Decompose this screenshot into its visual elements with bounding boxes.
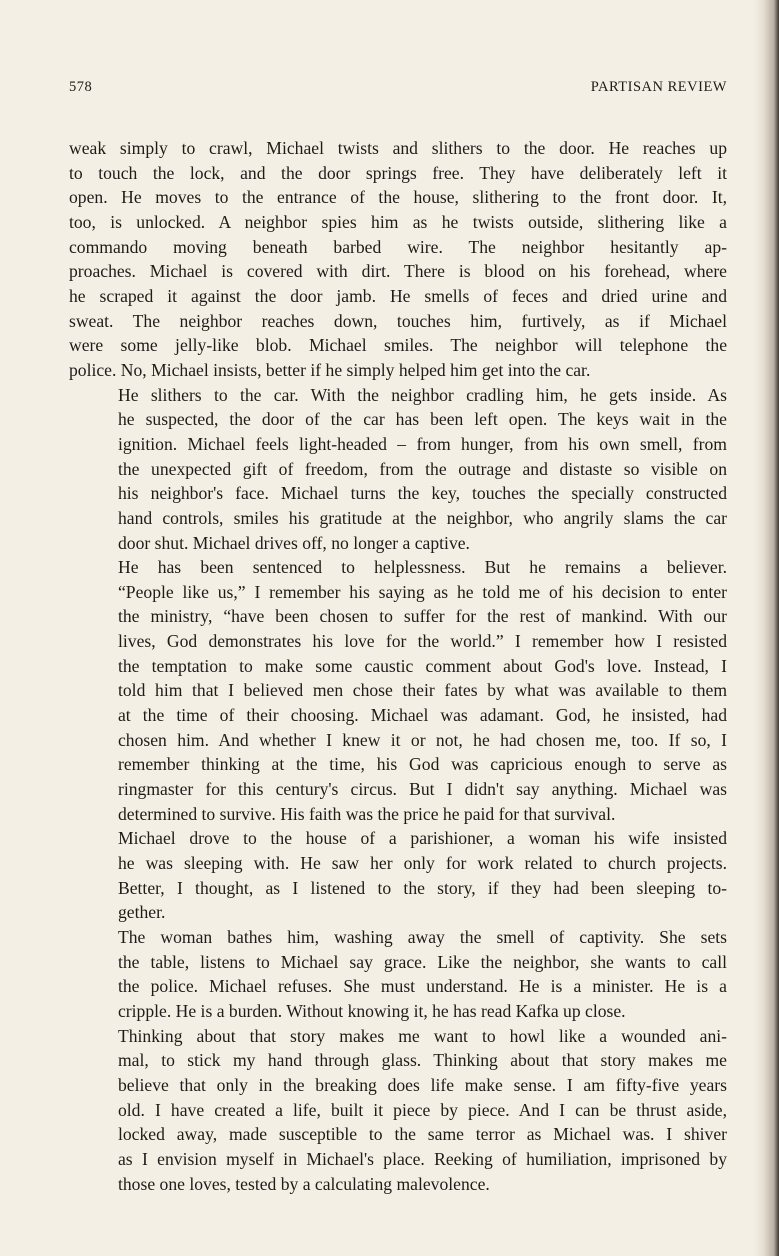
text-line: hand controls, smiles his gratitude at the neighbor, who angrily slams the car [118,507,727,528]
text-line: lives, God demonstrates his love for the world.” I remember how I resisted [118,631,727,652]
text-line: mal, to stick my hand through glass. Thinking about that story makes me [118,1050,727,1071]
text-line: told him that I believed men chose their fates by what was available to them [118,680,727,701]
text-line: believe that only in the breaking does life make sense. I am fifty-five years [118,1074,727,1095]
text-line: commando moving beneath barbed wire. The neighbor hesitantly ap- [69,236,727,257]
text-line: sweat. The neighbor reaches down, touches him, furtively, as if Michael [69,310,727,331]
text-line: at the time of their choosing. Michael was adamant. God, he insisted, had [118,705,727,726]
text-line: the ministry, “have been chosen to suffer for the rest of mankind. With our [118,606,727,627]
running-header [69,79,727,96]
paragraph [69,383,727,556]
text-line: his neighbor's face. Michael turns the key, touches the specially constructed [118,483,727,504]
text-line: The woman bathes him, washing away the smell of captivity. She sets [118,927,727,947]
paragraph [69,555,727,826]
text-line: Michael drove to the house of a parishioner, a woman his wife insisted [118,828,727,849]
text-line: police. No, Michael insists, better if he simply helped him get into the car. [69,359,591,380]
text-line: ignition. Michael feels light-headed – from hunger, from his own smell, from [118,433,727,454]
text-line: to touch the lock, and the door springs free. They have deliberately left it [69,162,727,183]
text-line: “People like us,” I remember his saying as he told me of his decision to enter [118,581,727,602]
body-text [69,136,727,1196]
paragraph [69,925,727,1024]
text-line: weak simply to crawl, Michael twists and slithers to the door. He reaches up [69,138,727,158]
text-line: determined to survive. His faith was the price he paid for that survival. [118,803,616,824]
text-line: open. He moves to the entrance of the house, slithering to the front door. It, [69,187,727,208]
text-line: Thinking about that story makes me want to howl like a wounded ani- [118,1025,727,1046]
journal-title: PARTISAN REVIEW [590,79,727,95]
text-line: he suspected, the door of the car has been left open. The keys wait in the [118,409,727,430]
text-line: as I envision myself in Michael's place. Reeking of humiliation, imprisoned by [118,1148,727,1169]
text-line: were some jelly-like blob. Michael smiles. The neighbor will telephone the [69,335,727,356]
paragraph [69,136,727,383]
text-line: He has been sentenced to helplessness. But he remains a believer. [118,557,727,578]
text-line: ringmaster for this century's circus. But I didn't say anything. Michael was [118,779,727,800]
text-line: locked away, made susceptible to the same terror as Michael was. I shiver [118,1124,727,1145]
text-line: remember thinking at the time, his God was capricious enough to serve as [118,754,727,775]
text-line: he was sleeping with. He saw her only for work related to church projects. [118,853,727,874]
paragraph [69,1024,727,1197]
text-line: proaches. Michael is covered with dirt. There is blood on his forehead, where [69,261,727,282]
text-line: he scraped it against the door jamb. He smells of feces and dried urine and [69,285,727,306]
text-line: the table, listens to Michael say grace. Like the neighbor, she wants to call [118,951,727,972]
text-line: the police. Michael refuses. She must understand. He is a minister. He is a [118,976,727,997]
text-line: gether. [118,902,166,923]
text-line: cripple. He is a burden. Without knowing it, he has read Kafka up close. [118,1000,626,1021]
text-line: the unexpected gift of freedom, from the outrage and distaste so visible on [118,458,727,479]
text-line: door shut. Michael drives off, no longer a captive. [118,532,470,553]
text-line: chosen him. And whether I knew it or not, he had chosen me, too. If so, I [118,729,727,750]
page-number: 578 [69,79,93,95]
page-edge-shadow [753,0,779,1256]
paragraph [69,826,727,925]
text-line: too, is unlocked. A neighbor spies him as he twists outside, slithering like a [69,211,727,232]
text-line: those one loves, tested by a calculating malevolence. [118,1173,490,1194]
text-line: Better, I thought, as I listened to the story, if they had been sleeping to- [118,877,727,898]
text-line: old. I have created a life, built it piece by piece. And I can be thrust aside, [118,1099,727,1120]
text-line: the temptation to make some caustic comment about God's love. Instead, I [118,655,727,676]
text-line: He slithers to the car. With the neighbor cradling him, he gets inside. As [118,384,727,405]
